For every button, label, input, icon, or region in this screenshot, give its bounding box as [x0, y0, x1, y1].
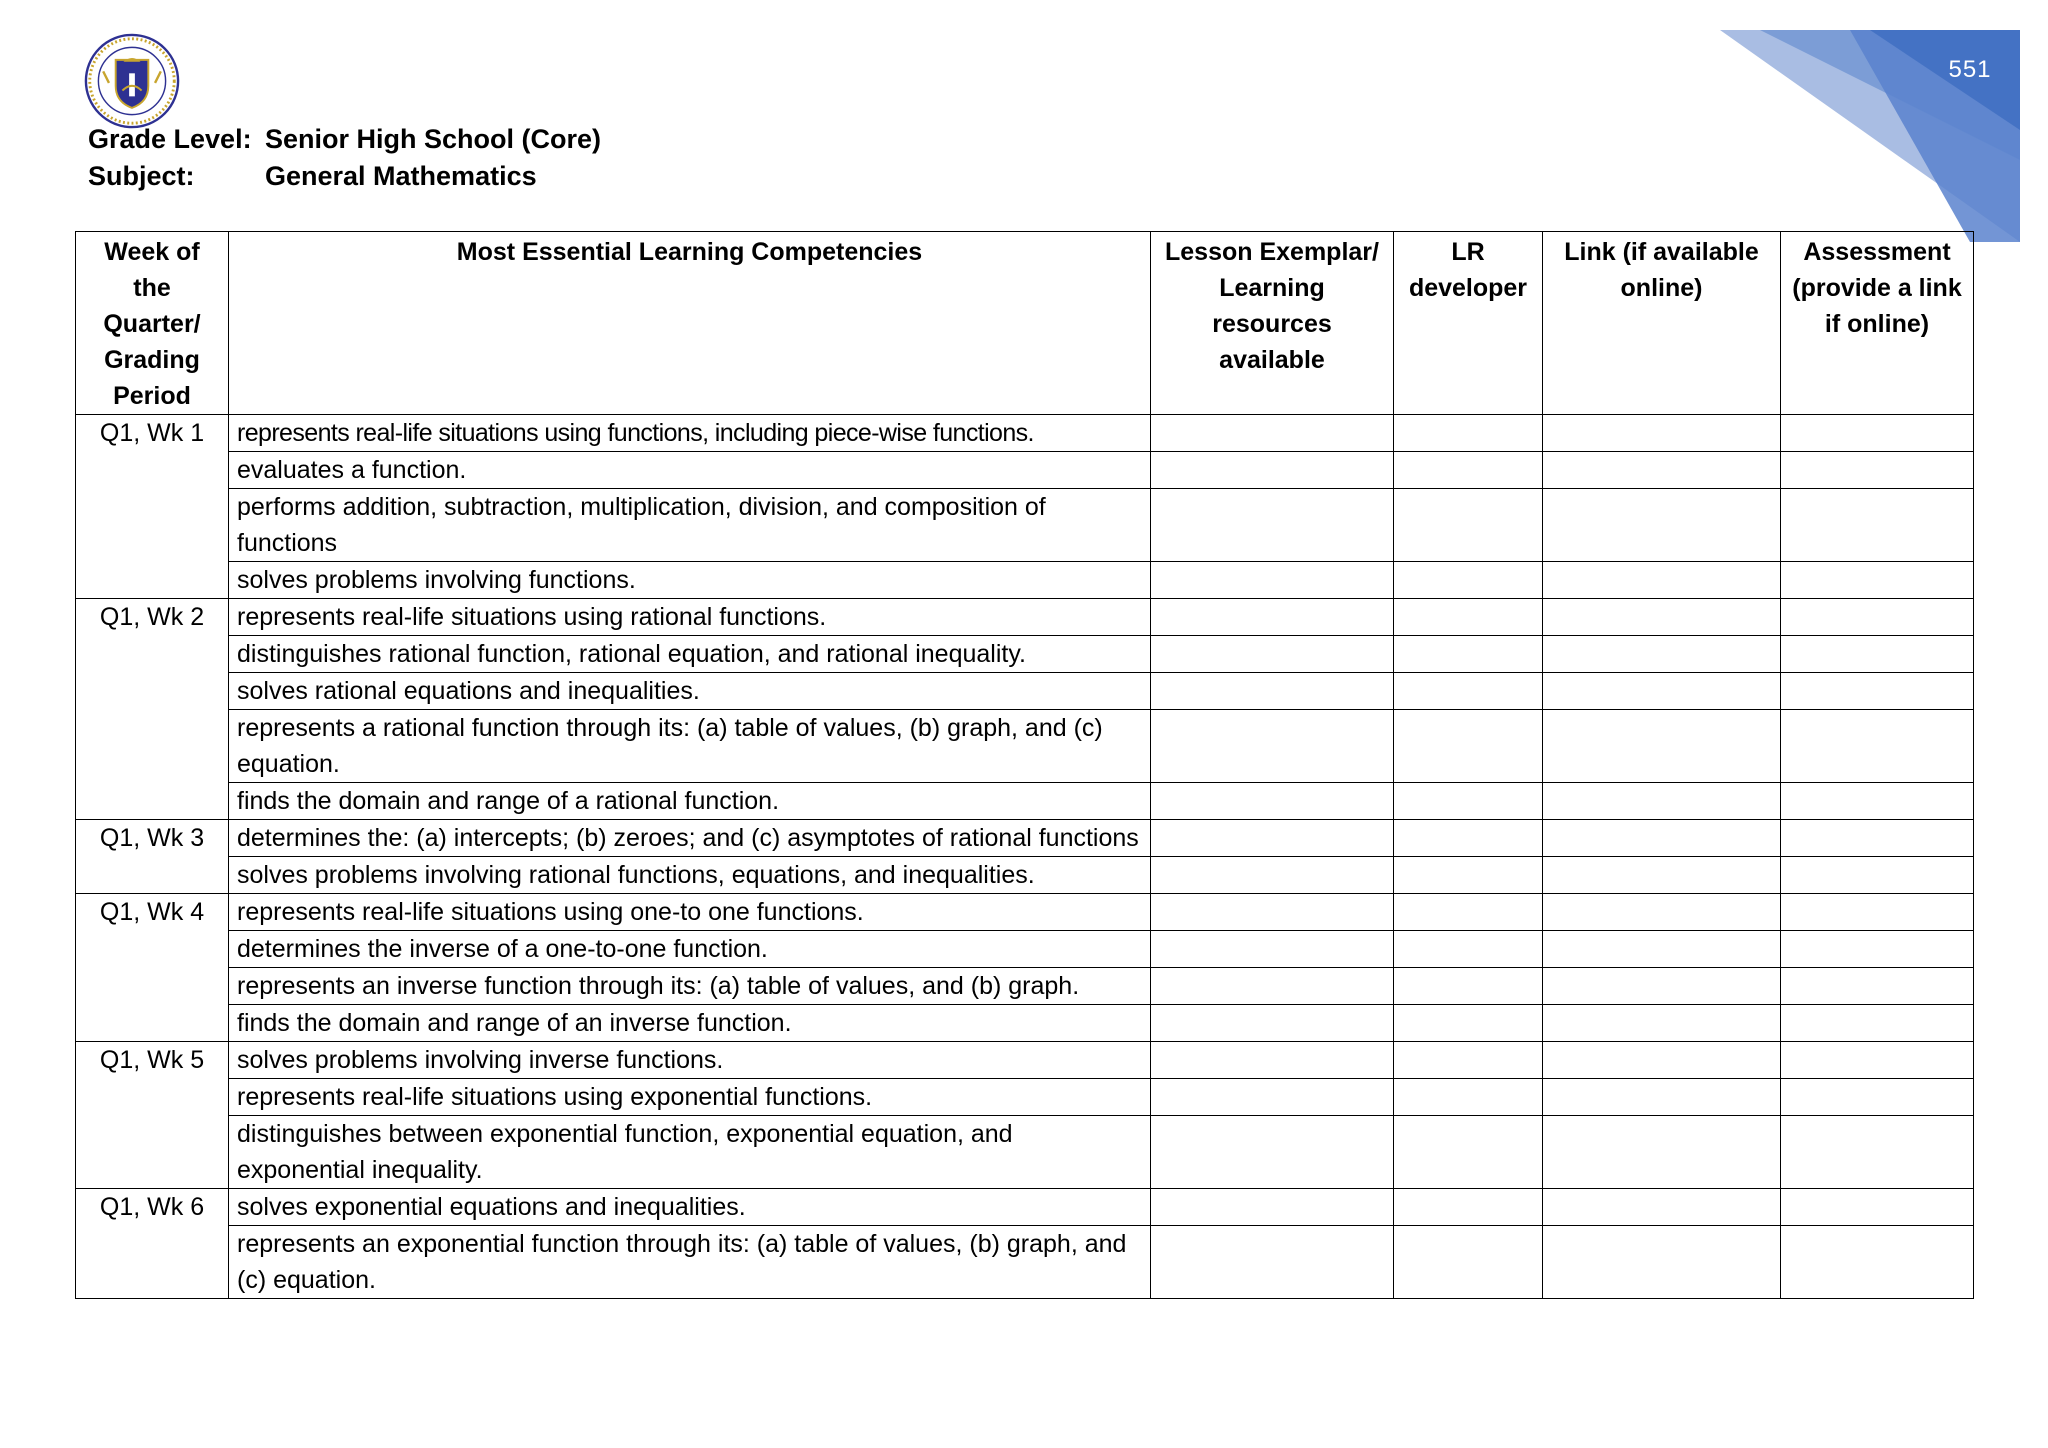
- empty-cell: [1394, 1116, 1543, 1189]
- empty-cell: [1394, 783, 1543, 820]
- week-cell: Q1, Wk 2: [76, 599, 229, 820]
- empty-cell: [1781, 820, 1974, 857]
- empty-cell: [1151, 1226, 1394, 1299]
- empty-cell: [1151, 931, 1394, 968]
- empty-cell: [1151, 452, 1394, 489]
- week-cell: Q1, Wk 4: [76, 894, 229, 1042]
- empty-cell: [1394, 415, 1543, 452]
- competency-cell: determines the inverse of a one-to-one function.: [229, 931, 1151, 968]
- page-number: 551: [1948, 56, 1992, 83]
- empty-cell: [1781, 673, 1974, 710]
- grade-level-label: Grade Level:: [88, 124, 252, 154]
- empty-cell: [1394, 636, 1543, 673]
- empty-cell: [1394, 1042, 1543, 1079]
- empty-cell: [1781, 1005, 1974, 1042]
- empty-cell: [1543, 636, 1781, 673]
- empty-cell: [1151, 1079, 1394, 1116]
- competency-cell: finds the domain and range of a rational function.: [229, 783, 1151, 820]
- empty-cell: [1151, 968, 1394, 1005]
- empty-cell: [1543, 968, 1781, 1005]
- empty-cell: [1781, 452, 1974, 489]
- empty-cell: [1543, 1005, 1781, 1042]
- empty-cell: [1394, 1189, 1543, 1226]
- table-row: [76, 452, 1974, 489]
- table-header-row: [76, 232, 1974, 415]
- empty-cell: [1394, 968, 1543, 1005]
- empty-cell: [1151, 636, 1394, 673]
- competency-cell: represents a rational function through its: (a) table of values, (b) graph, and (c) equation.: [229, 710, 1151, 783]
- grade-level-value: Senior High School (Core): [265, 124, 602, 154]
- header-lesson-exemplar: Lesson Exemplar/ Learning resources available: [1151, 232, 1394, 415]
- table-row: [76, 562, 1974, 599]
- empty-cell: [1543, 1079, 1781, 1116]
- empty-cell: [1543, 820, 1781, 857]
- empty-cell: [1394, 1079, 1543, 1116]
- empty-cell: [1781, 710, 1974, 783]
- empty-cell: [1543, 1042, 1781, 1079]
- empty-cell: [1151, 1005, 1394, 1042]
- empty-cell: [1543, 894, 1781, 931]
- table-row: [76, 1042, 1974, 1079]
- competency-cell: solves rational equations and inequalities.: [229, 673, 1151, 710]
- empty-cell: [1543, 857, 1781, 894]
- empty-cell: [1543, 710, 1781, 783]
- empty-cell: [1151, 820, 1394, 857]
- empty-cell: [1543, 599, 1781, 636]
- week-cell: Q1, Wk 1: [76, 415, 229, 599]
- empty-cell: [1394, 452, 1543, 489]
- competency-cell: evaluates a function.: [229, 452, 1151, 489]
- empty-cell: [1394, 1005, 1543, 1042]
- empty-cell: [1543, 452, 1781, 489]
- week-cell: Q1, Wk 6: [76, 1189, 229, 1299]
- melc-table: [75, 231, 1974, 1299]
- empty-cell: [1151, 562, 1394, 599]
- empty-cell: [1781, 1226, 1974, 1299]
- competency-cell: finds the domain and range of an inverse function.: [229, 1005, 1151, 1042]
- table-row: [76, 783, 1974, 820]
- header-week: Week of the Quarter/ Grading Period: [76, 232, 229, 415]
- table-row: [76, 636, 1974, 673]
- empty-cell: [1151, 857, 1394, 894]
- empty-cell: [1543, 1226, 1781, 1299]
- competency-cell: solves problems involving inverse functions.: [229, 1042, 1151, 1079]
- empty-cell: [1781, 857, 1974, 894]
- table-row: [76, 673, 1974, 710]
- empty-cell: [1781, 415, 1974, 452]
- empty-cell: [1543, 931, 1781, 968]
- subject-value: General Mathematics: [265, 161, 537, 191]
- empty-cell: [1151, 783, 1394, 820]
- empty-cell: [1394, 931, 1543, 968]
- table-row: [76, 1226, 1974, 1299]
- empty-cell: [1781, 1042, 1974, 1079]
- empty-cell: [1781, 931, 1974, 968]
- competency-cell: solves problems involving functions.: [229, 562, 1151, 599]
- empty-cell: [1151, 1042, 1394, 1079]
- table-row: [76, 857, 1974, 894]
- competency-cell: represents real-life situations using one-to one functions.: [229, 894, 1151, 931]
- week-cell: Q1, Wk 5: [76, 1042, 229, 1189]
- competency-cell: represents an exponential function through its: (a) table of values, (b) graph, and (c) equation.: [229, 1226, 1151, 1299]
- competency-cell: performs addition, subtraction, multiplication, division, and composition of functions: [229, 489, 1151, 562]
- table-row: [76, 1116, 1974, 1189]
- empty-cell: [1781, 489, 1974, 562]
- header-lr-developer: LR developer: [1394, 232, 1543, 415]
- empty-cell: [1394, 489, 1543, 562]
- empty-cell: [1781, 1189, 1974, 1226]
- competency-cell: solves exponential equations and inequalities.: [229, 1189, 1151, 1226]
- empty-cell: [1543, 673, 1781, 710]
- empty-cell: [1151, 489, 1394, 562]
- empty-cell: [1151, 599, 1394, 636]
- table-row: [76, 599, 1974, 636]
- table-row: [76, 1005, 1974, 1042]
- empty-cell: [1543, 489, 1781, 562]
- table-row: [76, 894, 1974, 931]
- table-row: [76, 1189, 1974, 1226]
- empty-cell: [1151, 894, 1394, 931]
- empty-cell: [1543, 1189, 1781, 1226]
- empty-cell: [1781, 562, 1974, 599]
- empty-cell: [1781, 783, 1974, 820]
- empty-cell: [1151, 710, 1394, 783]
- competency-cell: distinguishes rational function, rational equation, and rational inequality.: [229, 636, 1151, 673]
- empty-cell: [1394, 710, 1543, 783]
- competency-cell: distinguishes between exponential function, exponential equation, and exponential inequality.: [229, 1116, 1151, 1189]
- header-assessment: Assessment (provide a link if online): [1781, 232, 1974, 415]
- subject-label: Subject:: [88, 161, 195, 191]
- competency-cell: represents real-life situations using exponential functions.: [229, 1079, 1151, 1116]
- empty-cell: [1394, 857, 1543, 894]
- empty-cell: [1781, 1079, 1974, 1116]
- table-row: [76, 415, 1974, 452]
- empty-cell: [1543, 415, 1781, 452]
- empty-cell: [1781, 599, 1974, 636]
- table-row: [76, 820, 1974, 857]
- empty-cell: [1151, 415, 1394, 452]
- competency-cell: represents an inverse function through its: (a) table of values, and (b) graph.: [229, 968, 1151, 1005]
- table-row: [76, 710, 1974, 783]
- empty-cell: [1394, 673, 1543, 710]
- empty-cell: [1781, 1116, 1974, 1189]
- empty-cell: [1543, 562, 1781, 599]
- week-cell: Q1, Wk 3: [76, 820, 229, 894]
- table-row: [76, 489, 1974, 562]
- competency-cell: solves problems involving rational functions, equations, and inequalities.: [229, 857, 1151, 894]
- header-competencies: Most Essential Learning Competencies: [229, 232, 1151, 415]
- empty-cell: [1394, 894, 1543, 931]
- empty-cell: [1151, 673, 1394, 710]
- empty-cell: [1781, 636, 1974, 673]
- competency-cell: represents real-life situations using rational functions.: [229, 599, 1151, 636]
- empty-cell: [1151, 1116, 1394, 1189]
- empty-cell: [1394, 599, 1543, 636]
- empty-cell: [1394, 562, 1543, 599]
- empty-cell: [1394, 1226, 1543, 1299]
- deped-seal-logo: [84, 33, 180, 129]
- table-row: [76, 931, 1974, 968]
- empty-cell: [1394, 820, 1543, 857]
- document-header: [88, 121, 601, 195]
- empty-cell: [1151, 1189, 1394, 1226]
- empty-cell: [1781, 894, 1974, 931]
- empty-cell: [1543, 783, 1781, 820]
- competency-cell: determines the: (a) intercepts; (b) zeroes; and (c) asymptotes of rational functions: [229, 820, 1151, 857]
- competency-cell: represents real-life situations using functions, including piece-wise functions.: [229, 415, 1151, 452]
- empty-cell: [1781, 968, 1974, 1005]
- table-row: [76, 1079, 1974, 1116]
- header-link: Link (if available online): [1543, 232, 1781, 415]
- table-row: [76, 968, 1974, 1005]
- empty-cell: [1543, 1116, 1781, 1189]
